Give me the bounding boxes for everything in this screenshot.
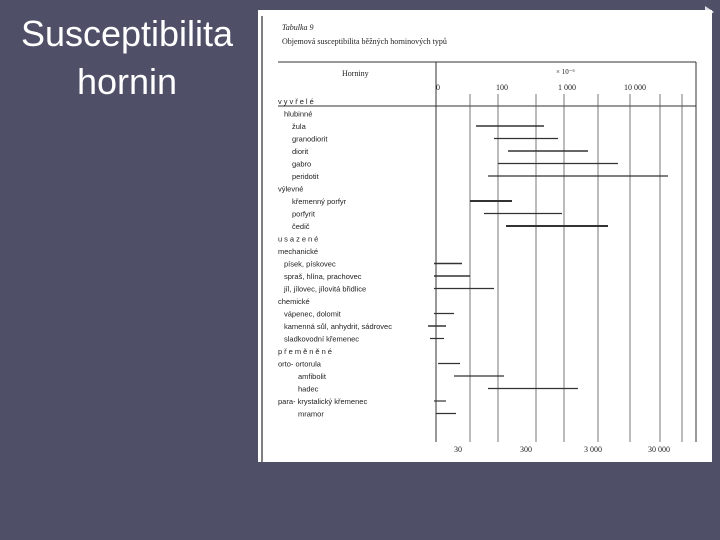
row-label: diorit: [292, 147, 309, 156]
row-label: čedič: [292, 222, 310, 231]
row-label: přeměněné: [278, 347, 334, 356]
row-label: usazené: [278, 234, 321, 244]
row-label: gabro: [292, 159, 312, 169]
row-label: sladkovodní křemenec: [284, 334, 360, 344]
slide-title: Susceptibilita hornin: [20, 13, 234, 102]
row-label: písek, pískovec: [284, 259, 336, 269]
scale-bottom-label: 30: [454, 445, 462, 454]
row-label: para- krystalický křemenec: [278, 397, 368, 406]
scale-top-label: 10 000: [624, 83, 646, 92]
row-label: hadec: [298, 384, 319, 394]
scale-bottom-label: 300: [520, 445, 532, 454]
unit-label: × 10⁻⁶: [556, 68, 575, 76]
row-label: kamenná sůl, anhydrit, sádrovec: [284, 322, 392, 331]
row-label: jíl, jílovec, jílovitá břidlice: [284, 284, 367, 294]
scale-bottom-label: 3 000: [584, 445, 602, 454]
row-label: peridotit: [292, 172, 319, 181]
scale-top-label: 1 000: [558, 83, 576, 92]
row-label: křemenný porfyr: [292, 197, 347, 206]
row-label: žula: [292, 122, 306, 131]
scale-bottom-label: 30 000: [648, 445, 670, 454]
scale-top-label: 100: [496, 83, 508, 92]
row-label: chemické: [278, 297, 310, 306]
column-header: Horniny: [342, 69, 369, 78]
row-label: vyvřelé: [278, 97, 316, 106]
row-label: orto- ortorula: [278, 359, 321, 369]
row-label: spraš, hlína, prachovec: [284, 272, 362, 281]
table-scan: [258, 10, 712, 462]
row-label: granodiorit: [292, 134, 328, 144]
row-label: mechanické: [278, 247, 319, 256]
row-label: porfyrit: [292, 209, 315, 219]
scale-top-label: 0: [436, 83, 440, 92]
row-label: mramor: [298, 409, 324, 419]
row-label: výlevné: [278, 184, 304, 194]
table-subtitle: Objemová susceptibilita běžných horninových typů: [282, 37, 447, 46]
susceptibility-table: [258, 10, 712, 462]
row-label: amfibolit: [298, 372, 326, 381]
row-label: hlubinné: [284, 109, 313, 119]
row-label: vápenec, dolomit: [284, 309, 341, 319]
table-caption: Tabulka 9: [282, 23, 314, 32]
